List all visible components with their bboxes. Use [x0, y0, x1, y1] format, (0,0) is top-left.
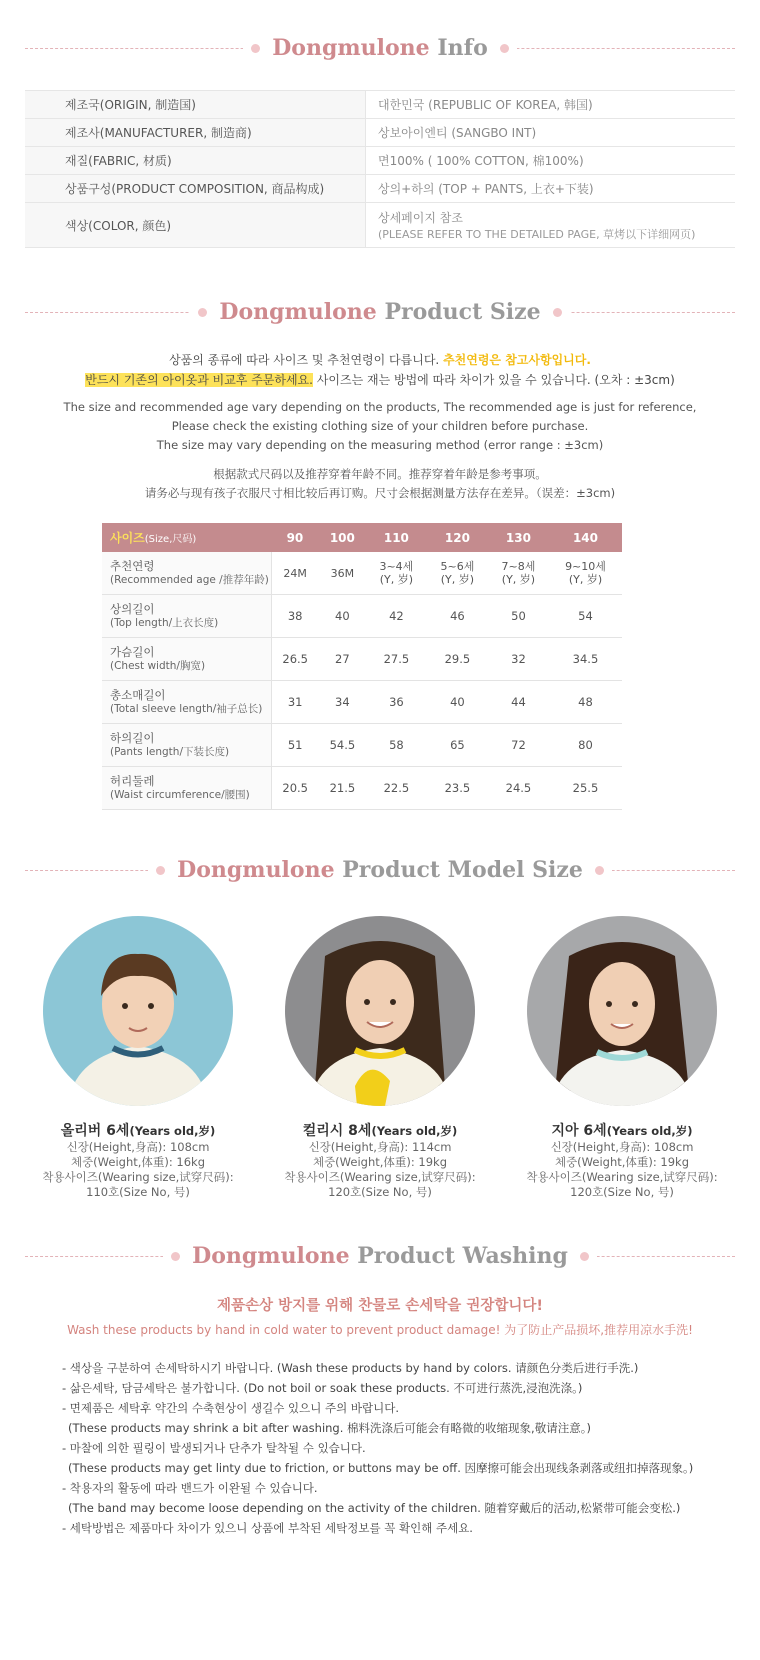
model-card: [38, 916, 238, 1200]
size-cell: 23.5: [427, 767, 488, 810]
washing-line: - 마찰에 의한 필링이 발생되거나 단추가 탈착될 수 있습니다.: [62, 1441, 366, 1455]
info-table: [25, 90, 735, 248]
model-wear-size: 110호(Size No, 号): [86, 1185, 190, 1199]
heading-text: Product Size: [384, 299, 541, 325]
size-cell: 46: [427, 595, 488, 638]
heading-brand: Dongmulone: [192, 1243, 350, 1269]
model-name: [522, 1120, 722, 1140]
info-key: 제조사(MANUFACTURER, 制造商): [25, 119, 366, 147]
heading-text: Product Washing: [357, 1243, 568, 1269]
row-label: [102, 552, 271, 595]
washing-line: (The band may become loose depending on the activity of the children. 随着穿戴后的活动,松紧带可能会变松.): [68, 1501, 681, 1515]
model-name-text: 지아 6세: [551, 1123, 607, 1139]
info-value: [366, 203, 736, 248]
age-cell: [427, 552, 488, 595]
size-cell: 40: [319, 595, 366, 638]
dot-icon: [171, 1252, 180, 1261]
size-cell: 38: [271, 595, 319, 638]
model-card: [280, 916, 480, 1200]
size-col: 130: [488, 523, 549, 552]
row-label-ko: 하의길이: [110, 731, 155, 745]
size-col: 90: [271, 523, 319, 552]
row-label-ko: 총소매길이: [110, 688, 166, 702]
size-cell: 34: [319, 681, 366, 724]
size-header-ko: 사이즈: [110, 531, 145, 545]
note-highlight: 반드시 기존의 아이옷과 비교후 주문하세요.: [85, 373, 313, 387]
age-cell: [488, 552, 549, 595]
size-header-label: [102, 523, 271, 552]
size-cell: 25.5: [549, 767, 622, 810]
model-height: 신장(Height,身高): 114cm: [308, 1140, 452, 1154]
washing-line: (These products may get linty due to friction, or buttons may be off. 因摩擦可能会出现线条剥落或纽扣掉落现象。): [68, 1461, 694, 1475]
info-row: [25, 147, 735, 175]
washing-line: - 면제품은 세탁후 약간의 수축현상이 생길수 있으니 주의 바랍니다.: [62, 1401, 399, 1415]
row-label: [102, 638, 271, 681]
age-main: 36M: [330, 566, 355, 580]
size-header-row: [102, 523, 622, 552]
washing-line: - 삶은세탁, 담금세탁은 불가합니다. (Do not boil or soak these products. 不可进行蒸洗,浸泡洗涤。): [62, 1381, 583, 1395]
row-label: [102, 767, 271, 810]
dot-icon: [595, 866, 604, 875]
info-section: [0, 0, 760, 248]
model-years: (Years old,岁): [371, 1124, 458, 1138]
note-text: 상품의 종류에 따라 사이즈 및 추천연령이 다릅니다.: [169, 353, 440, 367]
note-text: 사이즈는 재는 방법에 따라 차이가 있을 수 있습니다. (오차 : ±3cm): [316, 373, 675, 387]
note-line: Please check the existing clothing size of your children before purchase.: [171, 419, 589, 433]
age-unit: (Y, 岁): [568, 573, 603, 586]
age-cell: [271, 552, 319, 595]
size-col: 140: [549, 523, 622, 552]
size-table: [102, 523, 622, 810]
age-main: 9~10세: [565, 560, 606, 573]
row-label-ko: 가슴길이: [110, 645, 155, 659]
size-cell: 27: [319, 638, 366, 681]
age-unit: (Y, 岁): [440, 573, 475, 586]
info-row: [25, 119, 735, 147]
size-cell: 29.5: [427, 638, 488, 681]
info-value-line: (PLEASE REFER TO THE DETAILED PAGE, 草烤以下详细网页): [378, 227, 696, 241]
row-label-sub: (Chest width/胸宽): [110, 660, 206, 672]
washing-line: - 세탁방법은 제품마다 차이가 있으니 상품에 부착된 세탁정보를 꼭 확인해 주세요.: [62, 1521, 473, 1535]
row-label: [102, 595, 271, 638]
size-cell: 42: [366, 595, 427, 638]
model-card: [522, 916, 722, 1200]
size-cell: 31: [271, 681, 319, 724]
size-row-age: [102, 552, 622, 595]
dot-icon: [553, 308, 562, 317]
size-heading: [0, 292, 760, 332]
dot-icon: [580, 1252, 589, 1261]
info-key: 색상(COLOR, 颜色): [25, 203, 366, 248]
washing-section: [0, 1236, 760, 1538]
size-cell: 24.5: [488, 767, 549, 810]
age-main: 3~4세: [379, 560, 414, 573]
age-unit: (Y, 岁): [379, 573, 414, 586]
info-row: [25, 91, 735, 119]
row-label-sub: (Recommended age /推荐年龄): [110, 574, 269, 586]
row-label-sub: (Pants length/下装长度): [110, 746, 230, 758]
heading-text: Product Model Size: [342, 857, 583, 883]
model-photo: [527, 916, 717, 1106]
dot-icon: [500, 44, 509, 53]
row-label: [102, 724, 271, 767]
size-row: [102, 767, 622, 810]
info-key: 제조국(ORIGIN, 制造国): [25, 91, 366, 119]
size-cell: 22.5: [366, 767, 427, 810]
size-notes-kr: [0, 350, 760, 390]
model-weight: 체중(Weight,体重): 19kg: [312, 1155, 448, 1169]
heading-brand: Dongmulone: [272, 35, 430, 61]
heading-text: Info: [437, 35, 488, 61]
age-cell: [549, 552, 622, 595]
models-section: [0, 850, 760, 1200]
model-height: 신장(Height,身高): 108cm: [550, 1140, 694, 1154]
model-name-text: 올리버 6세: [60, 1123, 130, 1139]
size-cell: 27.5: [366, 638, 427, 681]
size-col: 110: [366, 523, 427, 552]
size-cell: 54.5: [319, 724, 366, 767]
info-row: [25, 203, 735, 248]
size-cell: 20.5: [271, 767, 319, 810]
row-label-sub: (Total sleeve length/袖子总长): [110, 703, 263, 715]
model-height: 신장(Height,身高): 108cm: [66, 1140, 210, 1154]
info-key: 상품구성(PRODUCT COMPOSITION, 商品构成): [25, 175, 366, 203]
note-line: The size and recommended age vary depending on the products, The recommended age is just for reference,: [63, 400, 697, 414]
size-cell: 58: [366, 724, 427, 767]
info-value: 상보아이엔티 (SANGBO INT): [366, 119, 736, 147]
note-line: 根据款式尺码以及推荐穿着年龄不同。推荐穿着年龄是参考事项。: [213, 467, 547, 481]
size-header-sub: (Size,尺码): [144, 534, 197, 545]
age-unit: (Y, 岁): [501, 573, 536, 586]
info-heading: [0, 28, 760, 68]
model-wear-size: 120호(Size No, 号): [570, 1185, 674, 1199]
size-cell: 21.5: [319, 767, 366, 810]
dot-icon: [198, 308, 207, 317]
note-line: 请务必与现有孩子衣服尺寸相比较后再订购。尺寸会根据测量方法存在差异。（误差：±3cm): [144, 486, 616, 500]
washing-intro: [0, 1294, 760, 1338]
info-value: 면100% ( 100% COTTON, 棉100%): [366, 147, 736, 175]
model-photo: [285, 916, 475, 1106]
info-value: 상의+하의 (TOP + PANTS, 上衣+下装): [366, 175, 736, 203]
washing-title: 제품손상 방지를 위해 찬물로 손세탁을 권장합니다!: [217, 1298, 543, 1314]
model-years: (Years old,岁): [129, 1124, 216, 1138]
size-notes-cn: [0, 465, 760, 503]
child-portrait-icon: [285, 916, 475, 1106]
model-wear-label: 착용사이즈(Wearing size,试穿尺码):: [42, 1170, 234, 1184]
info-row: [25, 175, 735, 203]
size-row: [102, 724, 622, 767]
age-main: 24M: [283, 566, 307, 580]
size-cell: 65: [427, 724, 488, 767]
size-row: [102, 638, 622, 681]
row-label-ko: 상의길이: [110, 602, 155, 616]
age-main: 5~6세: [440, 560, 475, 573]
model-name: [38, 1120, 238, 1140]
child-portrait-icon: [527, 916, 717, 1106]
row-label-sub: (Waist circumference/腰围): [110, 789, 250, 801]
model-weight: 체중(Weight,体重): 19kg: [554, 1155, 690, 1169]
row-label-ko: 허리둘레: [110, 774, 155, 788]
info-value: 대한민국 (REPUBLIC OF KOREA, 韩国): [366, 91, 736, 119]
size-row: [102, 595, 622, 638]
model-years: (Years old,岁): [606, 1124, 693, 1138]
models-heading: [0, 850, 760, 890]
row-label-sub: (Top length/上衣长度): [110, 617, 219, 629]
model-wear-label: 착용사이즈(Wearing size,试穿尺码):: [526, 1170, 718, 1184]
washing-subtitle: Wash these products by hand in cold water to prevent product damage! 为了防止产品损坏,推荐用凉水手洗!: [67, 1323, 693, 1337]
size-cell: 40: [427, 681, 488, 724]
size-notes-en: [0, 398, 760, 455]
size-col: 100: [319, 523, 366, 552]
dot-icon: [156, 866, 165, 875]
washing-line: (These products may shrink a bit after washing. 棉料洗涤后可能会有略微的收缩现象,敬请注意。): [68, 1421, 591, 1435]
heading-brand: Dongmulone: [219, 299, 377, 325]
info-key: 재질(FABRIC, 材质): [25, 147, 366, 175]
model-wear-size: 120호(Size No, 号): [328, 1185, 432, 1199]
size-row: [102, 681, 622, 724]
age-cell: [319, 552, 366, 595]
size-cell: 44: [488, 681, 549, 724]
size-cell: 34.5: [549, 638, 622, 681]
heading-brand: Dongmulone: [177, 857, 335, 883]
size-cell: 32: [488, 638, 549, 681]
model-name-text: 컬리시 8세: [302, 1123, 372, 1139]
size-section: [0, 292, 760, 810]
size-cell: 26.5: [271, 638, 319, 681]
size-cell: 80: [549, 724, 622, 767]
note-highlight: 추천연령은 참고사항입니다.: [443, 353, 591, 367]
size-cell: 51: [271, 724, 319, 767]
age-main: 7~8세: [501, 560, 536, 573]
dot-icon: [251, 44, 260, 53]
washing-line: - 색상을 구분하여 손세탁하시기 바랍니다. (Wash these products by hand by colors. 请颜色分类后进行手洗.): [62, 1361, 639, 1375]
size-cell: 50: [488, 595, 549, 638]
model-list: [0, 916, 760, 1200]
model-name: [280, 1120, 480, 1140]
info-value-line: 상세페이지 참조: [378, 210, 463, 225]
model-wear-label: 착용사이즈(Wearing size,试穿尺码):: [284, 1170, 476, 1184]
age-cell: [366, 552, 427, 595]
size-cell: 72: [488, 724, 549, 767]
size-cell: 54: [549, 595, 622, 638]
child-portrait-icon: [43, 916, 233, 1106]
model-photo: [43, 916, 233, 1106]
washing-list: [62, 1358, 760, 1538]
row-label-ko: 추천연령: [110, 559, 155, 573]
size-cell: 36: [366, 681, 427, 724]
washing-line: - 착용자의 활동에 따라 밴드가 이완될 수 있습니다.: [62, 1481, 318, 1495]
row-label: [102, 681, 271, 724]
note-line: The size may vary depending on the measuring method (error range : ±3cm): [156, 438, 604, 452]
model-weight: 체중(Weight,体重): 16kg: [70, 1155, 206, 1169]
washing-heading: [0, 1236, 760, 1276]
size-col: 120: [427, 523, 488, 552]
size-cell: 48: [549, 681, 622, 724]
